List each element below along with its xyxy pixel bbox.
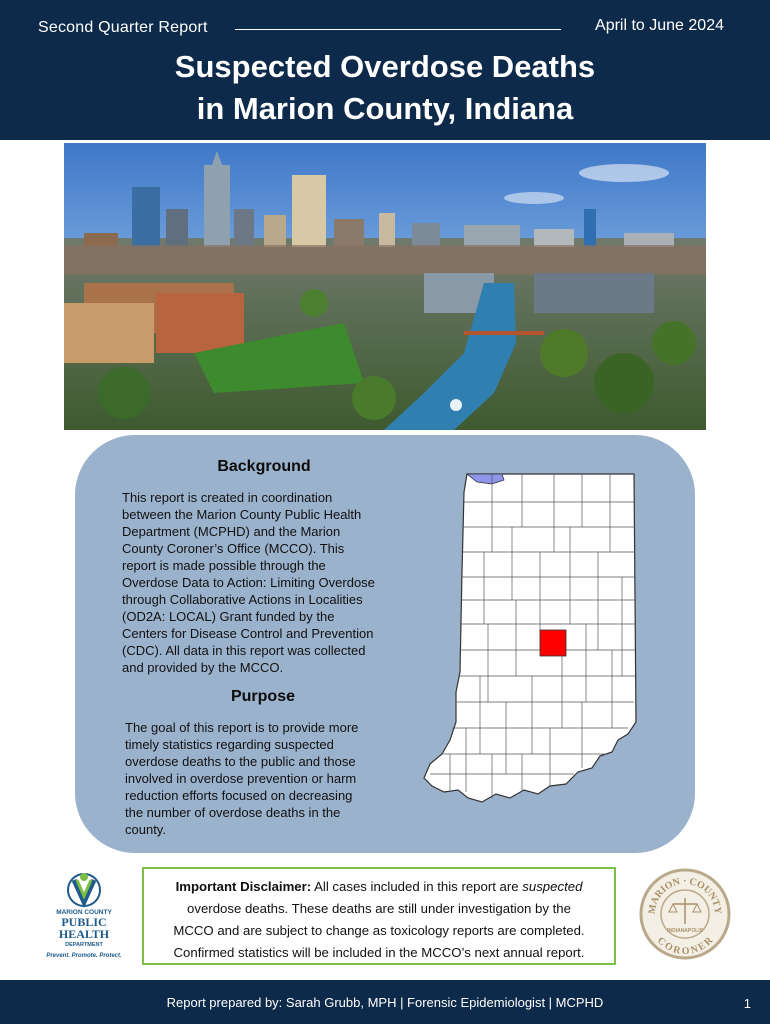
- seal-top-text: MARION · COUNTY: [646, 875, 724, 915]
- background-line: County Coroner’s Office (MCCO). This: [122, 541, 345, 556]
- disclaimer-text-a: All cases included in this report are: [311, 879, 523, 894]
- background-text: [122, 489, 422, 676]
- purpose-text: [125, 719, 415, 838]
- purpose-line: involved in overdose prevention or harm: [125, 771, 357, 786]
- prepared-by: Report prepared by: Sarah Grubb, MPH | Forensic Epidemiologist | MCPHD: [166, 995, 604, 1010]
- logo-tagline: Prevent. Promote. Protect.: [46, 953, 122, 959]
- purpose-line: the number of overdose deaths in the: [125, 805, 341, 820]
- logo-line1: MARION COUNTY: [56, 909, 112, 916]
- seal-center-text: INDIANAPOLIS: [667, 928, 703, 934]
- logo-line2: PUBLIC: [61, 915, 107, 929]
- marion-county-highlight: [540, 630, 566, 656]
- seal-bottom-text: CORONER: [654, 935, 716, 958]
- indiana-county-map: [422, 472, 640, 806]
- background-line: report is made possible through the: [122, 558, 326, 573]
- background-line: (CDC). All data in this report was collected: [122, 643, 366, 658]
- background-line: between the Marion County Public Health: [122, 507, 362, 522]
- logo-line3: HEALTH: [58, 927, 110, 941]
- title-line-2: in Marion County, Indiana: [196, 91, 574, 126]
- background-line: Centers for Disease Control and Prevention: [122, 626, 374, 641]
- background-line: Overdose Data to Action: Limiting Overdose: [122, 575, 375, 590]
- disclaimer-text-b: overdose deaths. These deaths are still under investigation by the: [187, 901, 571, 916]
- purpose-line: overdose deaths to the public and those: [125, 754, 356, 769]
- background-line: through Collaborative Actions in Localities: [122, 592, 363, 607]
- background-line: and provided by the MCCO.: [122, 660, 284, 675]
- purpose-line: reduction efforts focused on decreasing: [125, 788, 353, 803]
- background-line: Department (MCPHD) and the Marion: [122, 524, 341, 539]
- purpose-heading: Purpose: [230, 688, 295, 705]
- report-header: [0, 0, 770, 140]
- background-line: This report is created in coordination: [122, 490, 333, 505]
- header-divider: [235, 29, 561, 30]
- purpose-line: The goal of this report is to provide more: [125, 720, 359, 735]
- page-title: [0, 46, 770, 130]
- disclaimer-label: Important Disclaimer:: [175, 879, 312, 894]
- date-range: April to June 2024: [595, 17, 724, 34]
- page-number: 1: [743, 996, 751, 1011]
- report-label: Second Quarter Report: [38, 19, 208, 36]
- disclaimer-emphasis: suspected: [522, 879, 583, 894]
- indianapolis-skyline-photo: [64, 143, 706, 430]
- report-footer: [0, 980, 770, 1024]
- title-line-1: Suspected Overdose Deaths: [174, 49, 596, 84]
- important-disclaimer: [142, 867, 616, 965]
- purpose-line: timely statistics regarding suspected: [125, 737, 334, 752]
- mcphd-logo: [36, 868, 132, 962]
- background-line: (OD2A: LOCAL) Grant funded by the: [122, 609, 335, 624]
- disclaimer-text-c: MCCO and are subject to change as toxicology reports are completed.: [173, 923, 585, 938]
- logo-line4: DEPARTMENT: [65, 942, 103, 948]
- disclaimer-text-d: Confirmed statistics will be included in the MCCO’s next annual report.: [173, 945, 585, 960]
- purpose-line: county.: [125, 822, 166, 837]
- coroner-seal-logo: [637, 866, 733, 962]
- background-heading: Background: [217, 458, 311, 475]
